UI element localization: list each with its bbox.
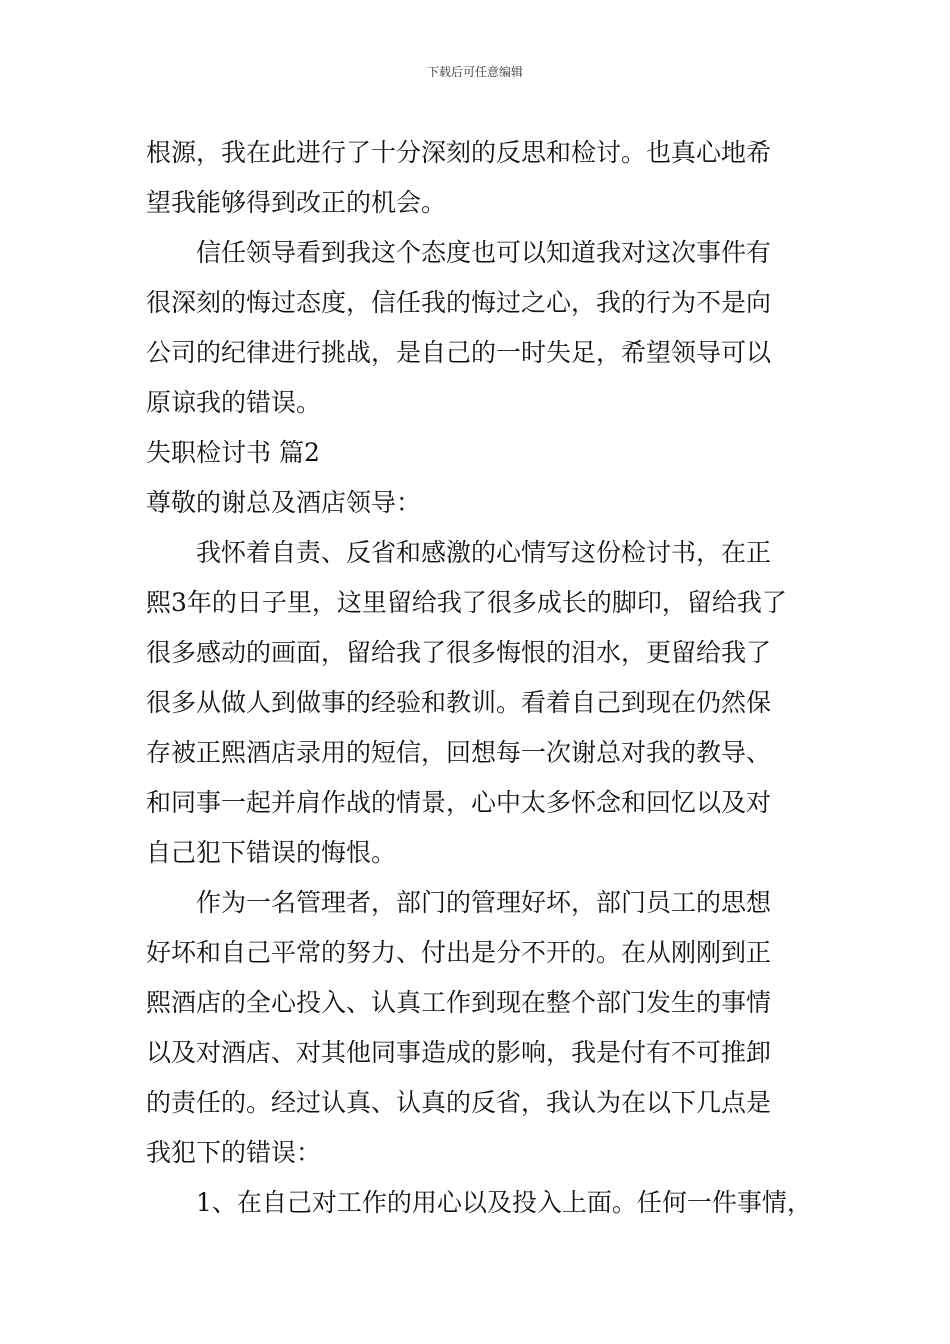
text-line: 根源，我在此进行了十分深刻的反思和检讨。也真心地希 [146, 138, 772, 167]
text-line: 的责任的。经过认真、认真的反省，我认为在以下几点是 [146, 1088, 772, 1117]
text-line: 望我能够得到改正的机会。 [146, 188, 447, 217]
text-line: 信任领导看到我这个态度也可以知道我对这次事件有 [196, 238, 772, 267]
text-line: 好坏和自己平常的努力、付出是分不开的。在从刚刚到正 [146, 938, 772, 967]
salutation: 尊敬的谢总及酒店领导： [146, 488, 422, 517]
text-line: 很多从做人到做事的经验和教训。看着自己到现在仍然保 [146, 688, 772, 717]
text-line: 以及对酒店、对其他同事造成的影响，我是付有不可推卸 [146, 1038, 772, 1067]
text-line: 很深刻的悔过态度，信任我的悔过之心，我的行为不是向 [146, 288, 772, 317]
text-line: 我犯下的错误： [146, 1138, 322, 1167]
section-heading: 失职检讨书 篇2 [146, 438, 320, 467]
text-line: 熙3年的日子里，这里留给我了很多成长的脚印，留给我了 [146, 588, 787, 617]
text-line: 存被正熙酒店录用的短信，回想每一次谢总对我的教导、 [146, 738, 772, 767]
text-line: 原谅我的错误。 [146, 388, 322, 417]
text-line: 熙酒店的全心投入、认真工作到现在整个部门发生的事情 [146, 988, 772, 1017]
text-line: 和同事一起并肩作战的情景，心中太多怀念和回忆以及对 [146, 788, 772, 817]
text-line: 公司的纪律进行挑战，是自己的一时失足，希望领导可以 [146, 338, 772, 367]
text-line: 我怀着自责、反省和感激的心情写这份检讨书，在正 [196, 538, 772, 567]
text-line: 作为一名管理者，部门的管理好坏，部门员工的思想 [196, 888, 772, 917]
page-header: 下载后可任意编辑 [426, 65, 523, 79]
text-line: 很多感动的画面，留给我了很多悔恨的泪水，更留给我了 [146, 638, 772, 667]
text-line: 1、在自己对工作的用心以及投入上面。任何一件事情， [196, 1188, 812, 1217]
text-line: 自己犯下错误的悔恨。 [146, 838, 397, 867]
document-body [146, 128, 826, 1228]
